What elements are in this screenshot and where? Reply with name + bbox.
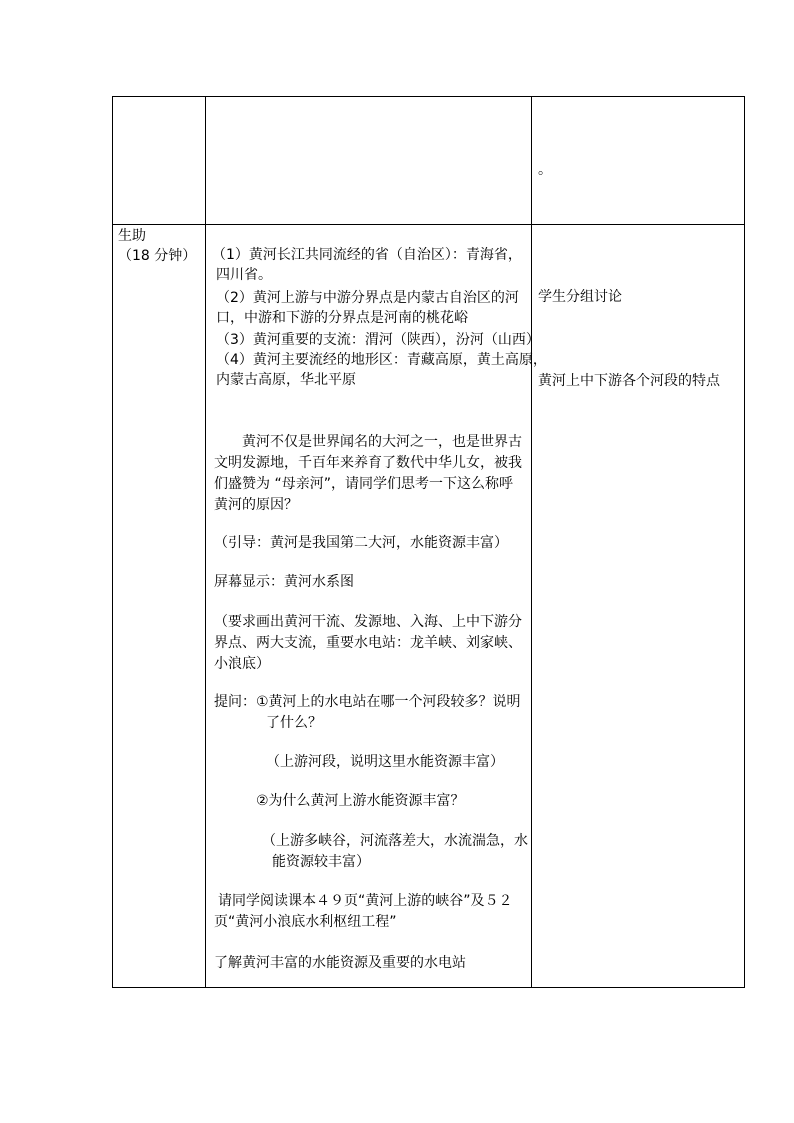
top-row-col3-text: 。	[538, 162, 552, 178]
content-line: 们盛赞为 “母亲河”，请同学们思考一下这么称呼	[214, 476, 513, 492]
content-line: （1）黄河长江共同流经的省（自治区）：青海省，	[212, 247, 522, 263]
content-line: 屏幕显示：黄河水系图	[214, 574, 354, 590]
content-line: （上游河段，说明这里水能资源丰富）	[266, 754, 504, 770]
row-divider	[112, 224, 745, 225]
content-line: （4）黄河主要流经的地形区：青藏高原，黄土高原，	[216, 352, 547, 368]
content-line: 文明发源地，千百年来养育了数代中华儿女，被我	[214, 455, 522, 471]
content-line: ②为什么黄河上游水能资源丰富？	[256, 793, 465, 809]
content-line: 能资源较丰富）	[272, 854, 370, 870]
content-line: （3）黄河重要的支流：渭河（陕西），汾河（山西）	[216, 332, 540, 348]
table-bottom-border	[112, 987, 745, 988]
table-left-border	[112, 96, 113, 988]
content-line: 提问：①黄河上的水电站在哪一个河段较多？说明	[214, 694, 521, 710]
content-line: 四川省。	[216, 267, 272, 283]
stage-duration: （18 分钟）	[118, 248, 197, 264]
content-line: 页“黄河小浪底水利枢纽工程”	[214, 914, 397, 930]
column-divider-2	[531, 96, 532, 988]
column-divider-1	[205, 96, 206, 988]
content-line: 了解黄河丰富的水能资源及重要的水电站	[214, 955, 466, 971]
content-line: 内蒙古高原，华北平原	[216, 372, 356, 388]
content-line: （引导：黄河是我国第二大河，水能资源丰富）	[214, 535, 508, 551]
content-line: （2）黄河上游与中游分界点是内蒙古自治区的河	[216, 290, 519, 306]
content-line: 口，中游和下游的分界点是河南的桃花峪	[216, 310, 468, 326]
content-line: 请同学阅读课本４９页“黄河上游的峡谷”及５２	[218, 893, 513, 909]
content-line: 黄河的原因？	[214, 497, 298, 513]
content-line: （要求画出黄河干流、发源地、入海、上中下游分	[214, 614, 522, 630]
table-top-border	[112, 96, 745, 97]
table-right-border	[744, 96, 745, 988]
content-line: 界点、两大支流，重要水电站：龙羊峡、刘家峡、	[214, 635, 522, 651]
activity-line: 学生分组讨论	[538, 289, 622, 305]
activity-line: 黄河上中下游各个河段的特点	[538, 373, 720, 389]
content-line: （上游多峡谷，河流落差大，水流湍急，水	[262, 833, 528, 849]
stage-label: 生助	[118, 228, 146, 244]
content-line: 黄河不仅是世界闻名的大河之一，也是世界古	[242, 434, 522, 450]
content-line: 小浪底）	[214, 656, 270, 672]
content-line: 了什么？	[266, 715, 322, 731]
